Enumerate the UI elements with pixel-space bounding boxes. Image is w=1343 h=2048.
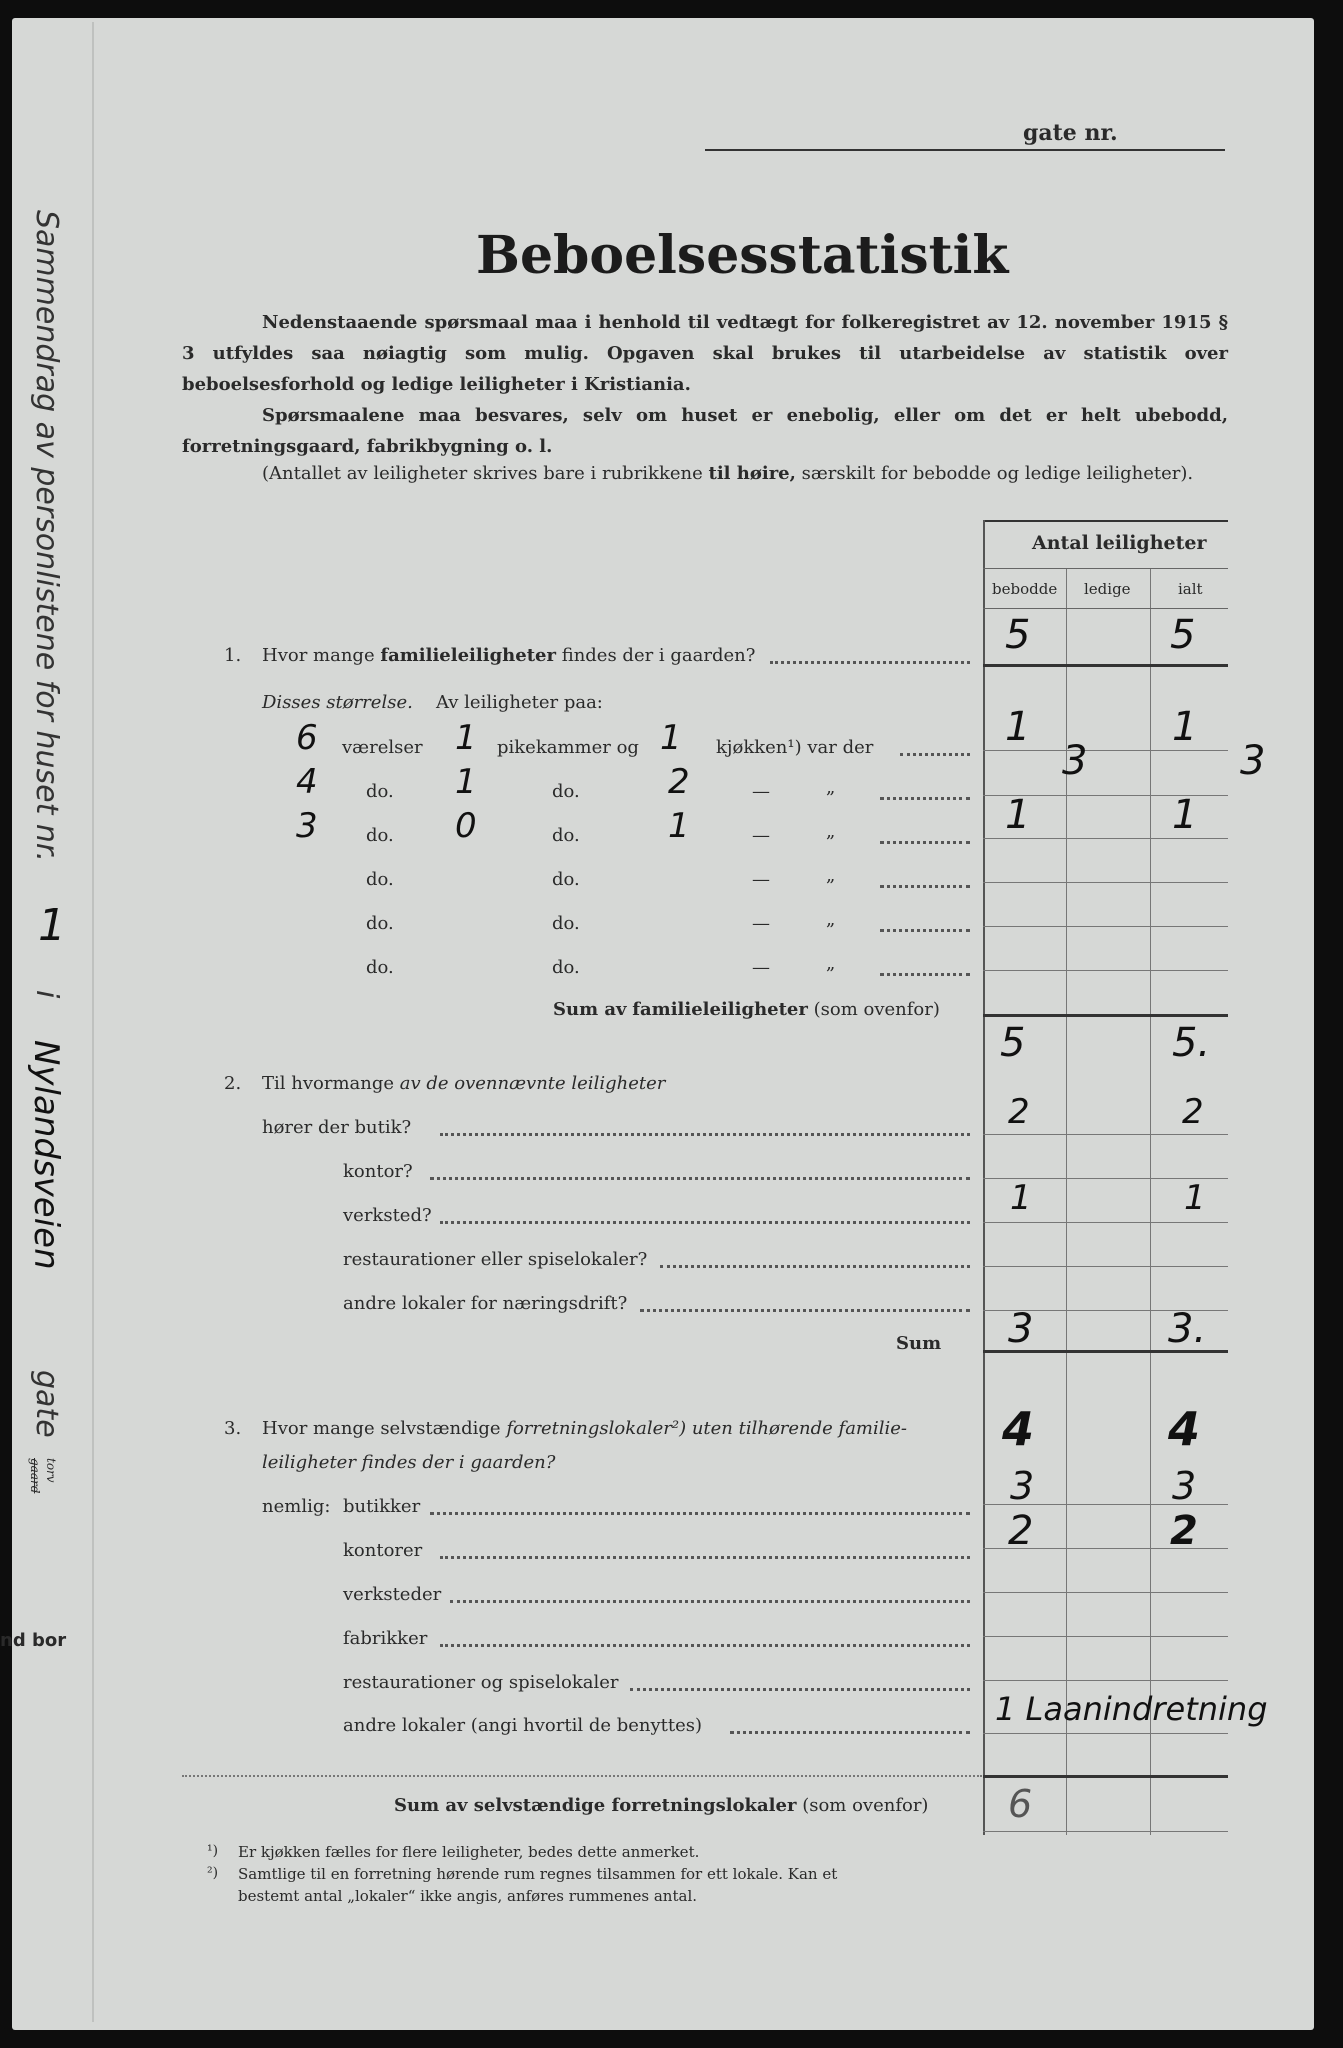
table-header-divider xyxy=(983,568,1228,569)
q1-sum-b: familieleiligheter xyxy=(632,999,808,1020)
rooms-label: do. xyxy=(366,825,394,846)
maid-room-label: do. xyxy=(552,957,580,978)
gate-nr-line xyxy=(705,149,1225,151)
side-house-nr: 1 xyxy=(38,900,66,951)
q3-item-bebodde: 2 xyxy=(1008,1508,1034,1554)
q1-text xyxy=(262,645,755,666)
row-bebodde-value: 1 xyxy=(1005,792,1031,838)
q2-number: 2. xyxy=(224,1073,242,1094)
page-title: Beboelsesstatistik xyxy=(476,225,1009,286)
footnote-2a: Samtlige til en forretning hørende rum regnes tilsammen for ett lokale. Kan et xyxy=(238,1865,838,1883)
row-bebodde-value: 3 xyxy=(1062,738,1088,784)
dot-leader xyxy=(450,1600,970,1603)
gate-nr-label: gate nr. xyxy=(1023,120,1118,146)
rooms-value: 3 xyxy=(296,806,318,846)
col-header-bebodde: bebodde xyxy=(992,580,1058,598)
q2-text-a: Til hvormange xyxy=(262,1073,395,1094)
row-line xyxy=(983,1134,1228,1135)
q2-item-bebodde: 2 xyxy=(1008,1092,1030,1132)
q2-sum-bebodde: 3 xyxy=(1008,1306,1034,1352)
q3-item-label: butikker xyxy=(343,1496,421,1517)
row-line xyxy=(983,926,1228,927)
table-top-border xyxy=(983,520,1228,522)
footnote-1: Er kjøkken fælles for flere leiligheter, bedes dette anmerket. xyxy=(238,1843,700,1861)
q3-ialt-value: 4 xyxy=(1168,1402,1201,1456)
fold-line xyxy=(92,22,94,2022)
dot-leader xyxy=(880,929,970,932)
ditto-mark: „ xyxy=(826,777,836,798)
table-subheader-divider xyxy=(983,608,1228,609)
row-ialt-value: 1 xyxy=(1172,704,1198,750)
side-torv: torv xyxy=(44,1458,58,1483)
dot-leader xyxy=(730,1731,970,1734)
dot-leader xyxy=(660,1265,970,1268)
ditto-mark: „ xyxy=(826,821,836,842)
q1-sum-a: Sum av xyxy=(553,999,627,1020)
dot-leader xyxy=(440,1556,970,1559)
q3-sum-b: (som ovenfor) xyxy=(802,1795,929,1816)
q3-item-bebodde: 1 Laanindretning xyxy=(995,1690,1268,1728)
maid-room-value: 1 xyxy=(455,718,477,758)
kitchen-value: 1 xyxy=(668,806,690,846)
q3-item-label: verksteder xyxy=(343,1584,442,1605)
rooms-label: do. xyxy=(366,869,394,890)
dot-leader xyxy=(640,1309,970,1312)
q3-item-label: kontorer xyxy=(343,1540,423,1561)
dot-leader xyxy=(430,1512,970,1515)
kitchen-label: — xyxy=(752,869,770,890)
row-line xyxy=(983,1775,1228,1778)
footnote-1-mark: ¹) xyxy=(207,1843,219,1859)
footnote-2b: bestemt antal „lokaler“ ikke angis, anføres rummenes antal. xyxy=(238,1887,698,1905)
side-word-i: i xyxy=(29,990,64,999)
intro-p3-b: til høire, xyxy=(708,463,796,484)
q3-item-bebodde: 3 xyxy=(1010,1464,1035,1508)
kitchen-label: — xyxy=(752,913,770,934)
q3-sum-a: Sum av selvstændige forretningslokaler xyxy=(394,1795,797,1816)
kitchen-label: — xyxy=(752,825,770,846)
q3-nemlig-label: nemlig: xyxy=(262,1496,331,1517)
q1-sum-c: (som ovenfor) xyxy=(813,999,940,1020)
row-line xyxy=(983,1680,1228,1681)
col-header-ialt: ialt xyxy=(1178,580,1203,598)
q2-item-ialt: 2 xyxy=(1182,1092,1204,1132)
intro-p3-c: særskilt for bebodde og ledige leiligheter). xyxy=(801,463,1194,484)
maid-room-value: 0 xyxy=(455,806,477,846)
intro-p3-a: (Antallet av leiligheter skrives bare i rubrikkene xyxy=(262,463,703,484)
dot-leader xyxy=(880,973,970,976)
maid-room-label: do. xyxy=(552,869,580,890)
q3-text-a: Hvor mange selvstændige xyxy=(262,1418,501,1439)
dot-leader xyxy=(900,753,970,756)
row-line xyxy=(983,1831,1228,1832)
kitchen-value: 1 xyxy=(660,718,682,758)
dot-leader xyxy=(880,797,970,800)
maid-room-label: do. xyxy=(552,781,580,802)
intro-paragraph-1: Nedenstaaende spørsmaal maa i henhold til vedtægt for folkeregistret av 12. november 1915 § 3 utfyldes saa nøiagtig som mulig. Opgaven skal brukes til utarbeidelse av statistik over beboelsesforhold og ledige leiligheter i Kristiania. xyxy=(182,312,1228,395)
q1-number: 1. xyxy=(224,645,242,666)
row-line xyxy=(983,664,1228,667)
q2-item-label: andre lokaler for næringsdrift? xyxy=(343,1293,628,1314)
side-gaard: gaard xyxy=(28,1458,42,1494)
q2-item-label: hører der butik? xyxy=(262,1117,412,1138)
row-line xyxy=(983,838,1228,839)
col-header-ledige: ledige xyxy=(1084,580,1131,598)
dot-leader xyxy=(630,1688,970,1691)
q3-item-label: restaurationer og spiselokaler xyxy=(343,1672,619,1693)
q2-item-bebodde: 1 xyxy=(1010,1178,1032,1218)
q2-sum-ialt: 3. xyxy=(1168,1306,1207,1352)
maid-room-label: do. xyxy=(552,825,580,846)
section-divider xyxy=(182,1775,982,1777)
q1-sizes-sub: Av leiligheter paa: xyxy=(436,692,603,713)
q3-text-b: forretningslokaler²) uten tilhørende familie- xyxy=(506,1418,907,1439)
row-line xyxy=(983,882,1228,883)
dot-leader xyxy=(440,1221,970,1224)
row-line xyxy=(983,1266,1228,1267)
q3-text-c: leiligheter findes der i gaarden? xyxy=(262,1452,556,1473)
kitchen-label: — xyxy=(752,781,770,802)
row-line xyxy=(983,1636,1228,1637)
q2-sum-label: Sum xyxy=(896,1333,942,1354)
dot-leader xyxy=(430,1177,970,1180)
q1-text-b: familieleiligheter xyxy=(380,645,556,666)
dot-leader xyxy=(880,885,970,888)
maid-room-label: do. xyxy=(552,913,580,934)
table-col-divider-2 xyxy=(1150,568,1151,1835)
q2-text xyxy=(262,1073,665,1094)
rooms-label: værelser xyxy=(342,737,423,758)
q1-sum-bebodde: 5 xyxy=(1000,1020,1026,1066)
rooms-value: 6 xyxy=(296,718,318,758)
dot-leader xyxy=(770,661,970,664)
q3-number: 3. xyxy=(224,1418,242,1439)
q2-item-label: restaurationer eller spiselokaler? xyxy=(343,1249,648,1270)
q1-ialt-value: 5 xyxy=(1170,612,1196,658)
dot-leader xyxy=(880,841,970,844)
footnote-2-mark: ²) xyxy=(207,1865,219,1881)
q3-item-label: andre lokaler (angi hvortil de benyttes) xyxy=(343,1715,703,1736)
q2-item-label: verksted? xyxy=(343,1205,432,1226)
row-line xyxy=(983,1014,1228,1017)
q1-sum-label xyxy=(553,999,940,1020)
q1-text-c: findes der i gaarden? xyxy=(561,645,756,666)
side-nd-bor: nd bor xyxy=(0,1630,67,1651)
row-line xyxy=(983,1222,1228,1223)
row-bebodde-value: 1 xyxy=(1005,704,1031,750)
q3-bebodde-value: 4 xyxy=(1002,1402,1035,1456)
rooms-label: do. xyxy=(366,957,394,978)
q2-item-ialt: 1 xyxy=(1184,1178,1206,1218)
kitchen-value: 2 xyxy=(668,762,690,802)
side-gate: gate xyxy=(29,1370,64,1438)
intro-paragraph-3 xyxy=(262,463,1193,484)
kitchen-label: kjøkken¹) var der xyxy=(716,737,874,758)
q2-item-label: kontor? xyxy=(343,1161,413,1182)
q1-sum-ialt: 5. xyxy=(1172,1020,1211,1066)
rooms-label: do. xyxy=(366,781,394,802)
rooms-label: do. xyxy=(366,913,394,934)
row-line xyxy=(983,970,1228,971)
kitchen-label: — xyxy=(752,957,770,978)
q3-sum-bebodde: 6 xyxy=(1008,1782,1033,1826)
q1-bebodde-value: 5 xyxy=(1005,612,1031,658)
q3-item-ialt: 3 xyxy=(1172,1464,1197,1508)
q3-sum-label xyxy=(394,1795,928,1816)
q2-text-b: av de ovennævnte leiligheter xyxy=(399,1073,666,1094)
row-line xyxy=(983,1733,1228,1734)
row-line xyxy=(983,750,1228,751)
q3-item-ialt: 2 xyxy=(1170,1508,1198,1554)
side-street-name: Nylandsveien xyxy=(26,1040,66,1270)
row-line xyxy=(983,1592,1228,1593)
ditto-mark: „ xyxy=(826,953,836,974)
q1-sizes-label: Disses størrelse. xyxy=(262,692,413,713)
table-title: Antal leiligheter xyxy=(1032,532,1207,554)
q3-item-label: fabrikker xyxy=(343,1628,428,1649)
side-label-text: Sammendrag av personlistene for huset nr. xyxy=(29,210,64,863)
dot-leader xyxy=(440,1133,970,1136)
ditto-mark: „ xyxy=(826,865,836,886)
q3-text xyxy=(262,1418,907,1439)
row-ialt-value: 1 xyxy=(1172,792,1198,838)
row-ialt-value: 3 xyxy=(1240,738,1266,784)
maid-room-label: pikekammer og xyxy=(497,737,639,758)
dot-leader xyxy=(440,1644,970,1647)
q1-text-a: Hvor mange xyxy=(262,645,375,666)
intro-paragraph-2: Spørsmaalene maa besvares, selv om huset er enebolig, eller om det er helt ubebodd, forretningsgaard, fabrikbygning o. l. xyxy=(182,405,1228,457)
maid-room-value: 1 xyxy=(455,762,477,802)
ditto-mark: „ xyxy=(826,909,836,930)
rooms-value: 4 xyxy=(296,762,318,802)
